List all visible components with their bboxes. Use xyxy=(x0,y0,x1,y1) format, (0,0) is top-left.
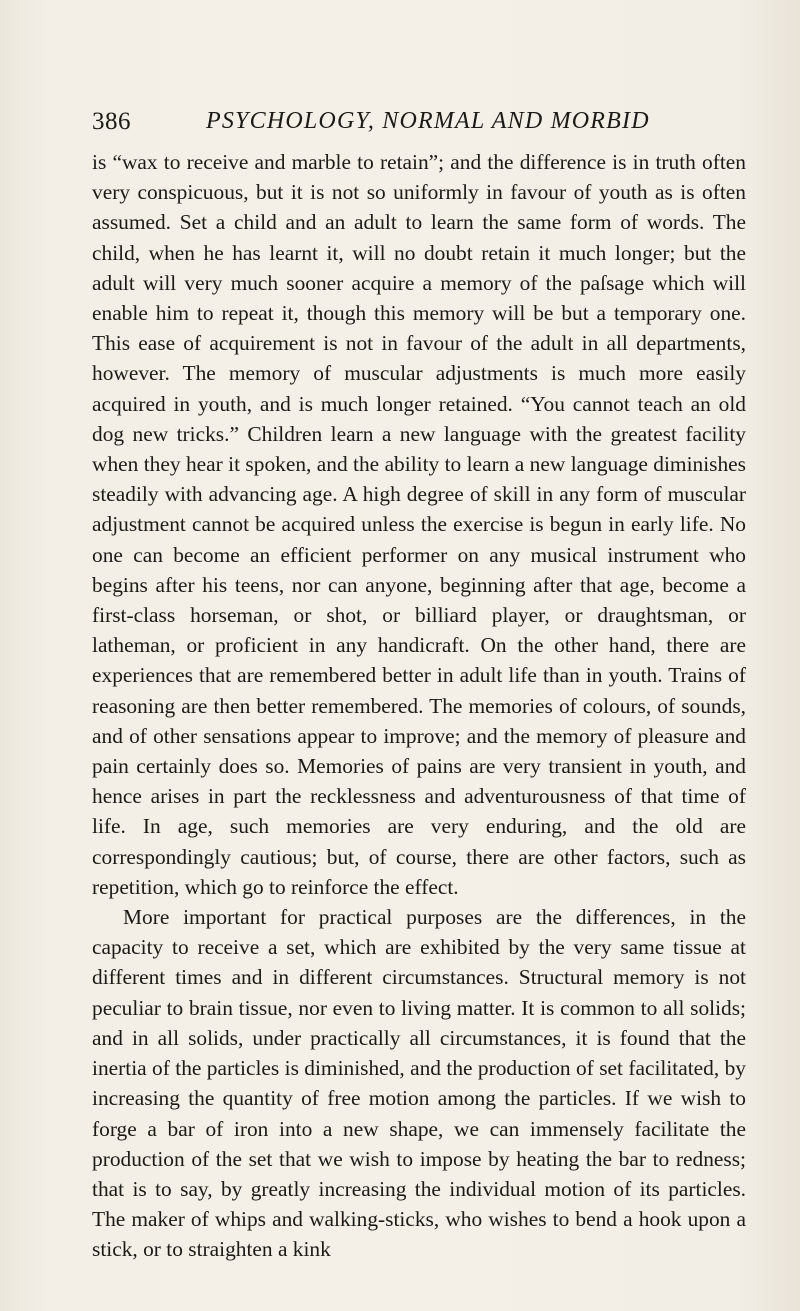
paragraph: More important for practical purposes are the differences, in the capacity to receive a set, which are exhibited by the very same tissue at different times and in different circumstances. Structural memory is not peculiar to brain tissue, nor even to living matter. It is common to all solids; and in all solids, under practically all circumstances, it is found that the inertia of the particles is diminished, and the production of set facilitated, by increasing the quantity of free motion among the particles. If we wish to forge a bar of iron into a new shape, we can immensely facilitate the production of the set that we wish to impose by heating the bar to redness; that is to say, by greatly increasing the individual motion of its particles. The maker of whips and walking-sticks, who wishes to bend a hook upon a stick, or to straighten a kink xyxy=(92,905,746,1262)
paragraph: is “wax to receive and marble to retain”; and the difference is in truth often very conspicuous, but it is not so uniformly in favour of youth as is often assumed. Set a child and an adult to learn the same form of words. The child, when he has learnt it, will no doubt retain it much longer; but the adult will very much sooner acquire a memory of the paſsage which will enable him to repeat it, though this memory will be but a temporary one. This ease of acquirement is not in favour of the adult in all departments, however. The memory of muscular adjustments is much more easily acquired in youth, and is much longer retained. “You cannot teach an old dog new tricks.” Children learn a new language with the greatest facility when they hear it spoken, and the ability to learn a new language diminishes steadily with advancing age. A high degree of skill in any form of muscular adjustment cannot be acquired unless the exercise is begun in early life. No one can become an efficient performer on any musical instrument who begins after his teens, nor can anyone, beginning after that age, become a first-class horseman, or shot, or billiard player, or draughtsman, or latheman, or proficient in any handicraft. On the other hand, there are experiences that are remembered better in adult life than in youth. Trains of reasoning are then better remembered. The memories of colours, of sounds, and of other sensations appear to improve; and the memory of pleasure and pain certainly does so. Memories of pains are very transient in youth, and hence arises in part the recklessness and adventurousness of that time of life. In age, such memories are very enduring, and the old are correspondingly cautious; but, of course, there are other factors, such as repetition, which go to reinforce the effect. xyxy=(92,150,746,899)
page-header xyxy=(92,108,740,140)
running-head: PSYCHOLOGY, NORMAL AND MORBID xyxy=(206,108,650,134)
body-text xyxy=(92,147,746,1265)
page-number: 386 xyxy=(92,108,131,135)
